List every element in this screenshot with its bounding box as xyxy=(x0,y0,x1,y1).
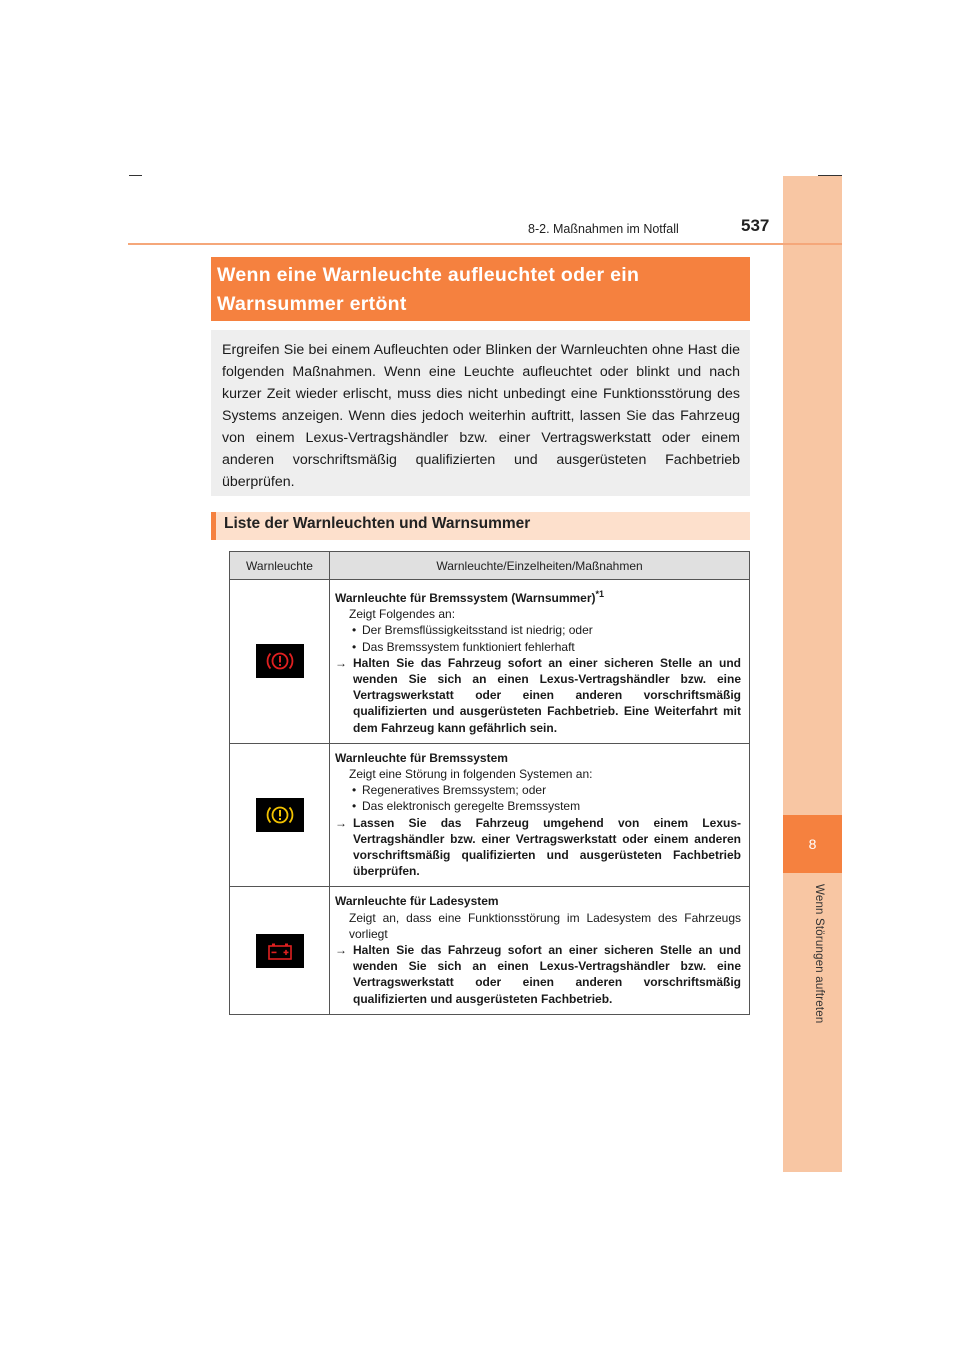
row-action: → Halten Sie das Fahrzeug sofort an einer sicheren Stelle an und wenden Sie sich an einen Lexus-Vertragshändler bzw. eine Vertragswerkstatt oder einen anderen vorschriftsmäßig qualifizierten und ausgerüsteten Fachbetrieb. Eine Weiterfahrt mit dem Fahrzeug kann gefährlich sein. xyxy=(335,655,741,736)
section-title: 8-2. Maßnahmen im Notfall xyxy=(528,222,679,236)
table-subheading: Liste der Warnleuchten und Warnsummer xyxy=(211,512,750,540)
row-description: Zeigt Folgendes an: xyxy=(349,607,456,622)
list-item: • Der Bremsflüssigkeitsstand ist niedrig; oder xyxy=(335,622,741,638)
list-item: • Regeneratives Bremssystem; oder xyxy=(335,782,741,798)
page-heading: Wenn eine Warnleuchte aufleuchtet oder ein Warnsummer ertönt xyxy=(211,257,750,321)
page-number: 537 xyxy=(741,216,770,235)
chapter-number: 8 xyxy=(783,815,842,873)
footnote-marker: *1 xyxy=(595,589,605,599)
list-item: • Das Bremssystem funktioniert fehlerhaft xyxy=(335,639,741,655)
warning-light-table xyxy=(229,551,750,1015)
icon-cell xyxy=(230,743,330,887)
row-title: Warnleuchte für Bremssystem xyxy=(335,750,508,765)
table-row xyxy=(230,580,750,744)
header-rule xyxy=(128,243,842,245)
table-row xyxy=(230,887,750,1014)
row-title: Warnleuchte für Ladesystem xyxy=(335,894,499,909)
battery-warning-icon xyxy=(256,934,304,968)
row-action: → Halten Sie das Fahrzeug sofort an einer sicheren Stelle an und wenden Sie sich an einen Lexus-Vertragshändler bzw. eine Vertragswerkstatt oder einen anderen vorschriftsmäßig qualifizierten und ausgerüsteten Fachbetrieb. xyxy=(335,942,741,1007)
crop-mark xyxy=(129,175,142,176)
table-header-row xyxy=(230,552,750,580)
row-action: → Lassen Sie das Fahrzeug umgehend von einem Lexus-Vertragshändler bzw. einer Vertragswerkstatt oder einem anderen vorschriftsmäßig qualifizierten und ausgerüsteten Fachbetrieb überprüfen. xyxy=(335,815,741,880)
details-cell xyxy=(330,743,750,887)
icon-cell xyxy=(230,887,330,1014)
intro-text: Ergreifen Sie bei einem Aufleuchten oder Blinken der Warnleuchten ohne Hast die folgenden Maßnahmen. Wenn eine Leuchte aufleuchtet oder blinkt und nach kurzer Zeit wieder erlischt, muss dies nicht unbedingt eine Funktionsstörung des Systems anzeigen. Wenn dies jedoch weiterhin auftritt, lassen Sie das Fahrzeug von einem Lexus-Vertragshändler bzw. einer Vertragswerkstatt oder einem anderen vorschriftsmäßig qualifizierten und ausgerüsteten Fachbetrieb überprüfen. xyxy=(211,330,750,496)
column-header-details: Warnleuchte/Einzelheiten/Maßnahmen xyxy=(330,552,750,580)
brake-warning-yellow-icon xyxy=(256,798,304,832)
details-cell xyxy=(330,887,750,1014)
row-description: Zeigt eine Störung in folgenden Systemen an: xyxy=(349,767,593,782)
table-row xyxy=(230,743,750,887)
column-header-warnleuchte: Warnleuchte xyxy=(230,552,330,580)
icon-cell xyxy=(230,580,330,744)
row-title: Warnleuchte für Bremssystem (Warnsummer)$^{*1}$ xyxy=(335,589,605,605)
row-description: Zeigt an, dass eine Funktionsstörung im Ladesystem des Fahrzeugs vorliegt xyxy=(349,910,741,941)
details-cell xyxy=(330,580,750,744)
chapter-label: Wenn Störungen auftreten xyxy=(813,884,825,1024)
list-item: • Das elektronisch geregelte Bremssystem xyxy=(335,798,741,814)
brake-warning-red-icon xyxy=(256,644,304,678)
